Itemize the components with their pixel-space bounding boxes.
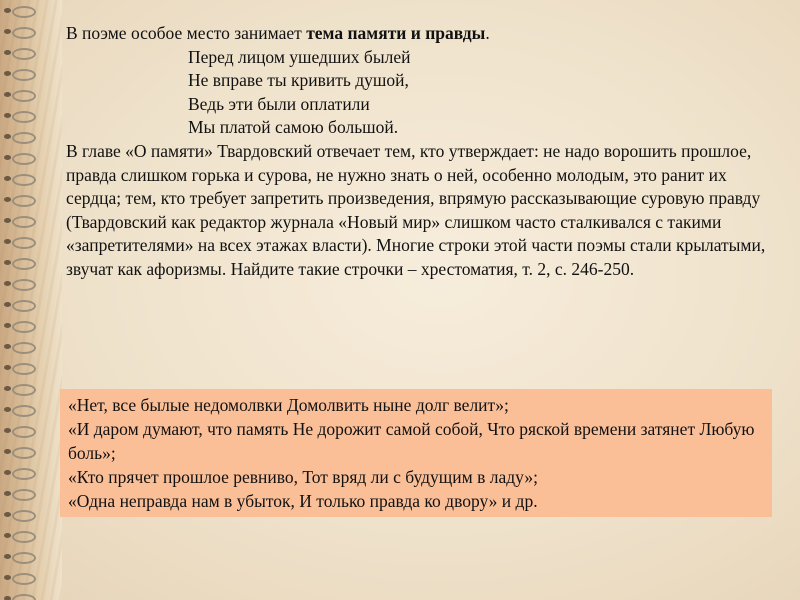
poem-excerpt	[66, 46, 766, 140]
spiral-ring-icon	[4, 594, 34, 600]
spiral-ring-icon	[4, 426, 34, 436]
spiral-binding-icon	[0, 0, 40, 600]
quote-item: «И даром думают, что память Не дорожит самой собой, Что ряской времени затянет Любую боль»;	[68, 419, 755, 463]
spiral-ring-icon	[4, 69, 34, 79]
quotes-box	[60, 389, 772, 517]
spiral-ring-icon	[4, 279, 34, 289]
spiral-ring-icon	[4, 510, 34, 520]
spiral-ring-icon	[4, 552, 34, 562]
intro-topic: тема памяти и правды	[306, 23, 486, 43]
spiral-ring-icon	[4, 300, 34, 310]
quote-item: «Кто прячет прошлое ревниво, Тот вряд ли с будущим в ладу»;	[68, 467, 538, 487]
spiral-ring-icon	[4, 321, 34, 331]
spiral-ring-icon	[4, 195, 34, 205]
spiral-ring-icon	[4, 174, 34, 184]
spiral-ring-icon	[4, 48, 34, 58]
intro-line	[66, 22, 766, 46]
spiral-ring-icon	[4, 27, 34, 37]
spiral-ring-icon	[4, 216, 34, 226]
quote-item: «Одна неправда нам в убыток, И только правда ко двору» и др.	[68, 491, 538, 511]
body-paragraph: В главе «О памяти» Твардовский отвечает тем, кто утверждает: не надо ворошить прошлое, правда слишком горька и сурова, не нужно знать о ней, особенно молодым, это ранит их сердца; тем, кто требует запретить произведения, впрямую рассказывающие суровую правду (Твардовский как редактор журнала «Новый мир» слишком часто сталкивался с такими «запретителями» на всех этажах власти). Многие строки этой части поэмы стали крылатыми, звучат как афоризмы. Найдите такие строчки – хрестоматия, т. 2, с. 246-250.	[66, 140, 766, 279]
poem-line: Ведь эти были оплатили	[188, 93, 370, 114]
spiral-ring-icon	[4, 6, 34, 16]
spiral-ring-icon	[4, 405, 34, 415]
poem-line: Не вправе ты кривить душой,	[188, 70, 409, 91]
spiral-ring-icon	[4, 237, 34, 247]
spiral-ring-icon	[4, 153, 34, 163]
spiral-ring-icon	[4, 258, 34, 268]
spiral-ring-icon	[4, 132, 34, 142]
spiral-ring-icon	[4, 447, 34, 457]
spiral-ring-icon	[4, 342, 34, 352]
spiral-ring-icon	[4, 489, 34, 499]
intro-end: .	[485, 23, 490, 43]
spiral-ring-icon	[4, 573, 34, 583]
quote-item: «Нет, все былые недомолвки Домолвить ныне долг велит»;	[68, 395, 509, 415]
spiral-ring-icon	[4, 363, 34, 373]
spiral-ring-icon	[4, 90, 34, 100]
poem-line: Мы платой самою большой.	[188, 117, 399, 138]
spiral-ring-icon	[4, 111, 34, 121]
spiral-ring-icon	[4, 468, 34, 478]
main-text	[66, 22, 766, 282]
spiral-ring-icon	[4, 531, 34, 541]
intro-text: В поэме особое место занимает	[66, 23, 307, 43]
spiral-ring-icon	[4, 384, 34, 394]
poem-line: Перед лицом ушедших былей	[188, 46, 411, 67]
